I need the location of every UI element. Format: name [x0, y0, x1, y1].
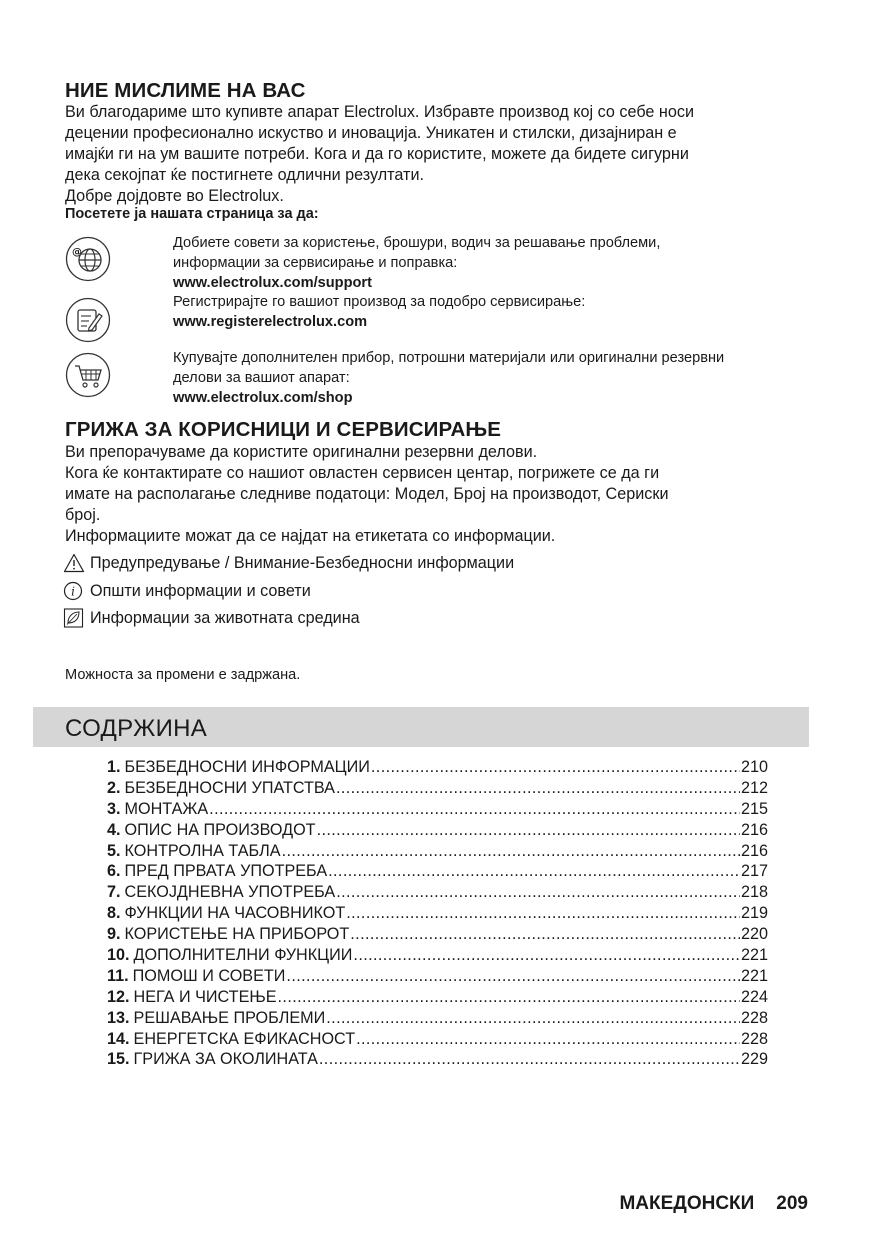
service-text: Купувајте дополнителен прибор, потрошни материјали или оригинални резервни	[173, 350, 725, 366]
toc-entry-label: ОПИС НА ПРОИЗВОДОТ	[124, 820, 316, 839]
toc-entry[interactable]	[107, 841, 768, 862]
toc-entry[interactable]	[107, 966, 768, 987]
toc-entry-number: 7.	[107, 883, 121, 902]
toc-entry-number: 1.	[107, 758, 121, 776]
toc-entry-label: НЕГА И ЧИСТЕЊЕ	[133, 987, 277, 1006]
toc-entry-label: ПОМОШ И СОВЕТИ	[132, 966, 286, 985]
section-title-we-think-of-you: НИЕ МИСЛИМЕ НА ВАС	[65, 79, 306, 102]
info-circle-icon	[63, 581, 85, 601]
toc-leader-dots	[346, 903, 740, 924]
toc-entry-page: 215	[740, 799, 768, 818]
toc-entry[interactable]	[107, 1049, 768, 1070]
intro-line: децении професионално искуство и иновација. Уникатен и стилски, дизајниран е	[65, 124, 677, 142]
toc-entry[interactable]	[107, 987, 768, 1008]
footer-page-number: 209	[776, 1193, 808, 1214]
intro-paragraph	[65, 102, 810, 207]
toc-entry-label: ЕНЕРГЕТСКА ЕФИКАСНОСТ	[133, 1029, 356, 1048]
toc-entry-label: СЕКОЈДНЕВНА УПОТРЕБА	[124, 883, 336, 902]
customer-care-paragraph	[65, 442, 810, 547]
legend-info	[63, 581, 311, 601]
service-shop	[173, 348, 813, 408]
legend-warning	[63, 553, 514, 573]
toc-entry[interactable]	[107, 1029, 768, 1050]
toc-header-bar	[33, 707, 809, 747]
toc-leader-dots	[317, 820, 740, 841]
toc-entry-label: МОНТАЖА	[124, 799, 209, 818]
toc-entry-number: 13.	[107, 1008, 130, 1027]
care-line: Ви препорачуваме да користите оригинални резервни делови.	[65, 443, 538, 461]
toc-entry-page: 212	[740, 778, 768, 797]
toc-entry-label: ДОПОЛНИТЕЛНИ ФУНКЦИИ	[133, 946, 353, 965]
toc-entry-number: 10.	[107, 946, 130, 965]
toc-entry-number: 2.	[107, 778, 121, 797]
toc-entry-page: 217	[740, 862, 768, 881]
toc-entry-label: ФУНКЦИИ НА ЧАСОВНИКОТ	[124, 904, 346, 923]
toc-leader-dots	[353, 945, 740, 966]
warning-triangle-icon	[63, 553, 85, 573]
care-line: број.	[65, 506, 101, 524]
register-note-icon	[65, 297, 111, 343]
toc-leader-dots	[286, 966, 740, 987]
service-text: Добиете совети за користење, брошури, водич за решавање проблеми,	[173, 235, 661, 251]
toc-entry-label: ГРИЖА ЗА ОКОЛИНАТА	[133, 1050, 318, 1069]
toc-leader-dots	[209, 799, 740, 820]
page-footer	[619, 1193, 808, 1215]
toc-entry-number: 8.	[107, 904, 121, 923]
toc-entry-label: РЕШАВАЊЕ ПРОБЛЕМИ	[133, 1008, 326, 1027]
toc-entry-page: 229	[740, 1050, 768, 1069]
svg-text:@: @	[72, 247, 82, 258]
toc-entry[interactable]	[107, 778, 768, 799]
toc-entry-number: 5.	[107, 841, 121, 860]
visit-site-heading: Посетете ја нашата страница за да:	[65, 206, 319, 222]
toc-entry-label: КОРИСТЕЊЕ НА ПРИБОРОТ	[124, 925, 350, 944]
toc-leader-dots	[356, 1029, 740, 1050]
toc-entry-label: КОНТРОЛНА ТАБЛА	[124, 841, 281, 860]
shop-link[interactable]: www.electrolux.com/shop	[173, 390, 353, 406]
toc-entry-number: 11.	[107, 966, 129, 985]
toc-entry-number: 12.	[107, 987, 130, 1006]
toc-entry-number: 3.	[107, 799, 121, 818]
toc-leader-dots	[278, 987, 740, 1008]
table-of-contents	[107, 757, 768, 1070]
service-text: делови за вашиот апарат:	[173, 370, 350, 386]
toc-leader-dots	[282, 841, 740, 862]
service-text: Регистрирајте го вашиот производ за подобро сервисирање:	[173, 294, 586, 310]
toc-entry[interactable]	[107, 882, 768, 903]
care-line: Кога ќе контактирате со нашиот овластен сервисен центар, погрижете се да ги	[65, 464, 660, 482]
intro-line: дека секојпат ќе постигнете одлични резултати.	[65, 166, 425, 184]
register-link[interactable]: www.registerelectrolux.com	[173, 314, 368, 330]
toc-entry[interactable]	[107, 903, 768, 924]
toc-entry-page: 221	[740, 946, 768, 965]
legend-label: Општи информации и совети	[90, 582, 311, 600]
intro-line: имајќи ги на ум вашите потреби. Кога и да го користите, можете да бидете сигурни	[65, 145, 689, 163]
toc-entry-label: БЕЗБЕДНОСНИ УПАТСТВА	[124, 778, 335, 797]
care-line: Информациите можат да се најдат на етикетата со информации.	[65, 527, 556, 545]
toc-entry[interactable]	[107, 1008, 768, 1029]
service-text: информации за сервисирање и поправка:	[173, 255, 458, 271]
toc-entry-number: 14.	[107, 1029, 130, 1048]
toc-entry-page: 221	[740, 966, 768, 985]
toc-entry-label: ПРЕД ПРВАТА УПОТРЕБА	[124, 862, 328, 881]
shopping-cart-icon	[65, 352, 111, 398]
legend-environment	[63, 608, 360, 628]
toc-leader-dots	[319, 1049, 740, 1070]
toc-entry[interactable]	[107, 924, 768, 945]
toc-entry-number: 9.	[107, 925, 121, 944]
toc-entry-number: 6.	[107, 862, 121, 881]
toc-entry-page: 210	[740, 758, 768, 776]
toc-entry-page: 224	[740, 987, 768, 1006]
toc-leader-dots	[350, 924, 740, 945]
toc-entry[interactable]	[107, 799, 768, 820]
toc-entry-page: 228	[740, 1029, 768, 1048]
service-register	[173, 292, 813, 332]
toc-entry-page: 218	[740, 883, 768, 902]
toc-entry[interactable]	[107, 861, 768, 882]
toc-title: СОДРЖИНА	[65, 715, 208, 742]
support-link[interactable]: www.electrolux.com/support	[173, 275, 372, 291]
environment-leaf-icon	[63, 608, 85, 628]
intro-line: Добре дојдовте во Electrolux.	[65, 187, 284, 205]
toc-leader-dots	[328, 861, 740, 882]
footer-language: МАКЕДОНСКИ	[619, 1193, 755, 1214]
svg-text:i: i	[71, 584, 75, 599]
web-globe-icon	[65, 236, 111, 282]
legend-label: Информации за животната средина	[90, 609, 360, 627]
reserve-note: Можноста за промени е задржана.	[65, 667, 301, 683]
legend-label: Предупредување / Внимание-Безбедносни информации	[90, 554, 515, 572]
toc-leader-dots	[336, 778, 740, 799]
service-support	[173, 233, 813, 293]
toc-entry-page: 219	[740, 904, 768, 923]
intro-line: Ви благодариме што купивте апарат Electrolux. Избравте производ кој со себе носи	[65, 103, 694, 121]
toc-entry-page: 228	[740, 1008, 768, 1027]
toc-entry-label: БЕЗБЕДНОСНИ ИНФОРМАЦИИ	[124, 758, 370, 776]
toc-entry[interactable]	[107, 945, 768, 966]
toc-leader-dots	[371, 757, 740, 778]
toc-entry-page: 216	[740, 820, 768, 839]
toc-leader-dots	[336, 882, 740, 903]
toc-entry-number: 4.	[107, 820, 121, 839]
toc-entry[interactable]	[107, 820, 768, 841]
toc-entry-number: 15.	[107, 1050, 130, 1069]
toc-leader-dots	[326, 1008, 740, 1029]
section-title-customer-care: ГРИЖА ЗА КОРИСНИЦИ И СЕРВИСИРАЊЕ	[65, 418, 502, 441]
care-line: имате на располагање следниве податоци: Модел, Број на производот, Сериски	[65, 485, 669, 503]
toc-entry-page: 220	[740, 925, 768, 944]
toc-entry[interactable]	[107, 757, 768, 778]
toc-entry-page: 216	[740, 841, 768, 860]
